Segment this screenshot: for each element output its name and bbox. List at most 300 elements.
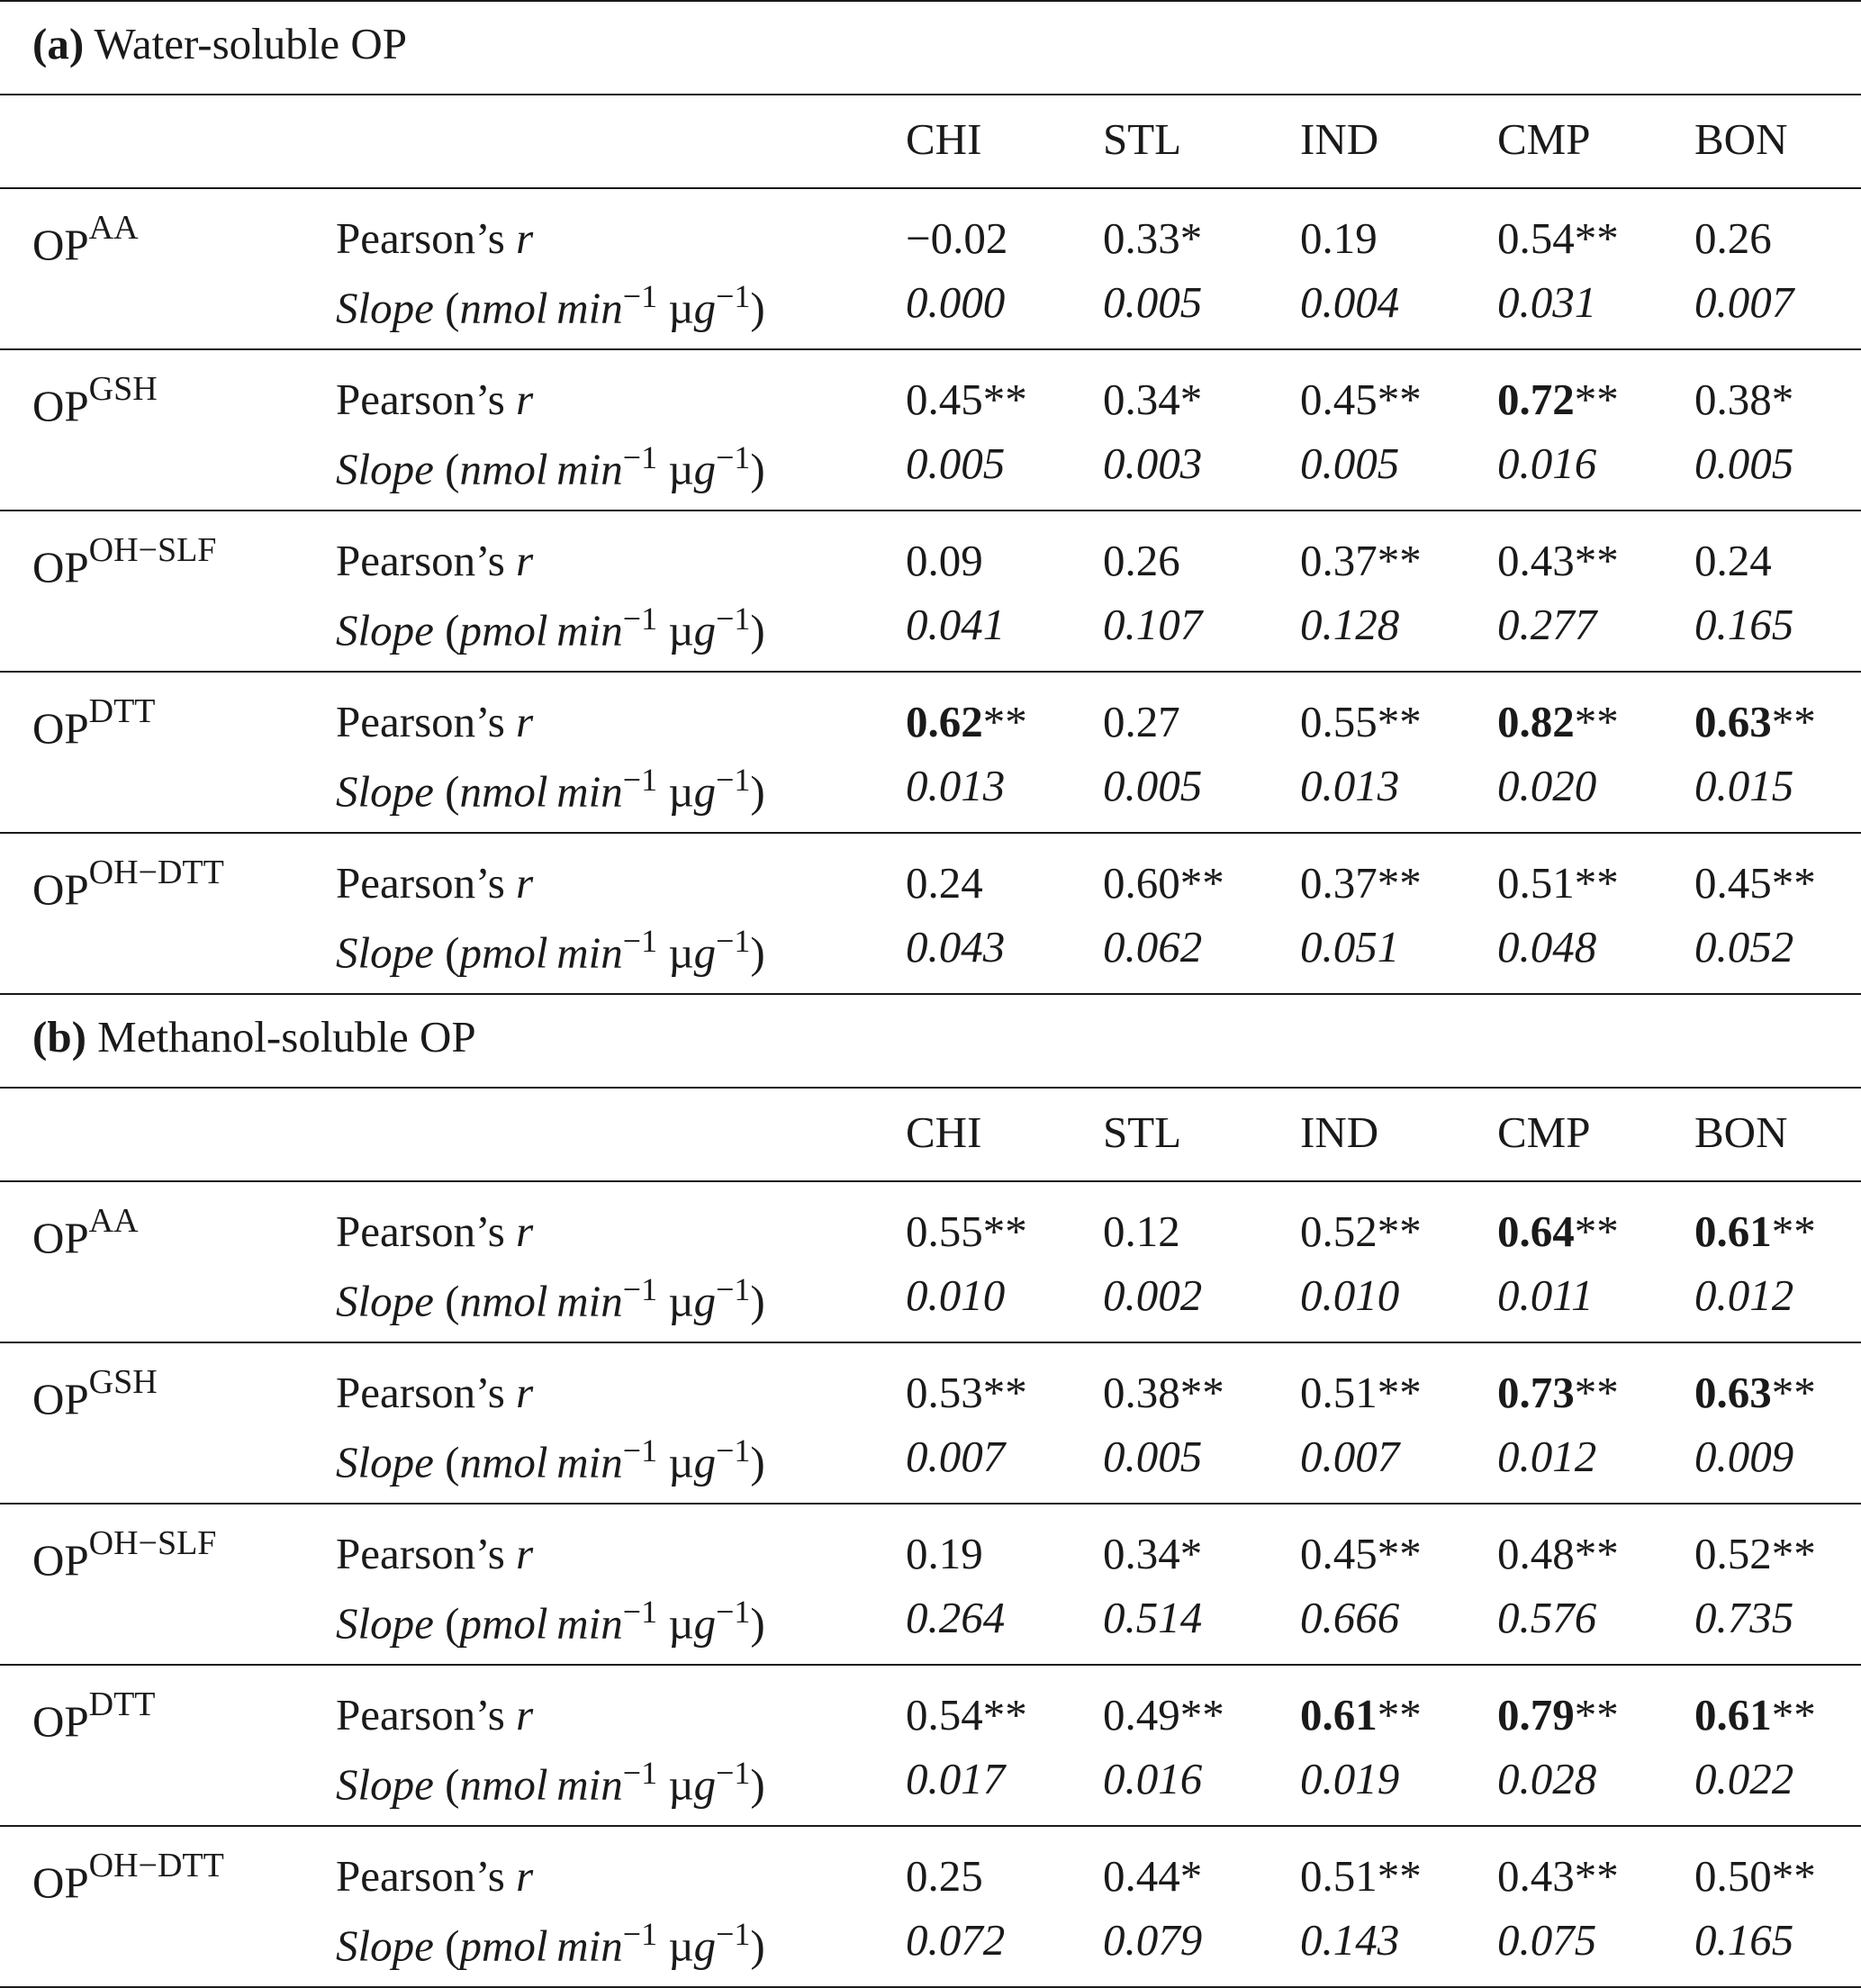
slope-unit-mu: µ: [657, 1759, 694, 1810]
slope-value-cmp: 0.576: [1497, 1593, 1597, 1642]
r-number: 0.19: [906, 1529, 983, 1578]
slope-unit-exp: −1: [622, 278, 658, 314]
slope-unit-exp: −1: [716, 601, 751, 637]
slope-label: [336, 923, 765, 978]
row-name-superscript: OH−SLF: [88, 531, 217, 569]
row-separator-rule: [0, 1664, 1861, 1666]
slope-text: Slope: [336, 1598, 434, 1649]
slope-unit-open: (: [433, 1598, 460, 1649]
header-bottom-rule: [0, 187, 1861, 189]
row-name-op-gsh: [32, 1363, 158, 1424]
pearson-r-symbol: r: [516, 536, 534, 585]
significance-marker: **: [1574, 375, 1619, 424]
r-number: 0.64: [1497, 1206, 1575, 1256]
r-number: 0.60: [1103, 858, 1180, 908]
significance-marker: **: [1771, 1529, 1816, 1578]
slope-value-chi: 0.005: [906, 438, 1006, 488]
slope-value-chi: 0.041: [906, 600, 1006, 649]
significance-marker: **: [1771, 858, 1816, 908]
pearson-r-value-ind: [1300, 1690, 1422, 1740]
pearson-r-value-chi: [906, 213, 1008, 263]
pearson-r-value-ind: [1300, 213, 1378, 263]
slope-unit-mu: µ: [657, 766, 694, 817]
column-header-stl: STL: [1103, 1107, 1182, 1157]
row-name-superscript: AA: [88, 1202, 139, 1240]
slope-unit-amount: pmol min: [459, 605, 623, 655]
pearson-r-label: [336, 1368, 534, 1417]
row-name-base: OP: [32, 381, 89, 431]
r-number: −0.02: [906, 213, 1008, 263]
pearson-r-value-chi: [906, 1529, 983, 1578]
slope-unit-open: (: [433, 605, 460, 655]
significance-marker: **: [1377, 1690, 1422, 1740]
significance-marker: **: [1377, 1851, 1422, 1901]
slope-value-cmp: 0.075: [1497, 1915, 1597, 1965]
row-separator-rule: [0, 671, 1861, 673]
row-name-base: OP: [32, 542, 89, 592]
section-top-rule: [0, 0, 1861, 2]
slope-value-stl: 0.005: [1103, 277, 1203, 327]
pearson-r-value-ind: [1300, 1851, 1422, 1901]
pearson-r-value-ind: [1300, 697, 1422, 746]
r-number: 0.45: [1694, 858, 1772, 908]
column-header-chi: CHI: [906, 1107, 982, 1157]
pearson-r-value-ind: [1300, 1529, 1422, 1578]
r-number: 0.45: [906, 375, 983, 424]
section-title-text: Methanol-soluble OP: [86, 1012, 476, 1062]
header-top-rule: [0, 94, 1861, 95]
row-name-superscript: GSH: [88, 370, 158, 408]
pearson-text: Pearson’s: [336, 1529, 517, 1578]
pearson-r-value-ind: [1300, 538, 1422, 583]
pearson-text: Pearson’s: [336, 697, 517, 746]
row-separator-rule: [0, 510, 1861, 511]
row-name-superscript: DTT: [88, 1685, 156, 1723]
section-label: (a): [32, 19, 85, 68]
pearson-r-value-stl: [1103, 538, 1180, 583]
slope-value-cmp: 0.048: [1497, 922, 1597, 971]
slope-value-chi: 0.017: [906, 1754, 1006, 1803]
significance-marker: **: [1179, 1690, 1224, 1740]
pearson-r-value-stl: [1103, 375, 1203, 424]
slope-value-chi: 0.072: [906, 1915, 1006, 1965]
r-number: 0.34: [1103, 1529, 1180, 1578]
slope-unit-exp: −1: [622, 1432, 658, 1468]
slope-unit-g: g: [693, 283, 717, 333]
slope-unit-open: (: [433, 1759, 460, 1810]
slope-unit-mu: µ: [657, 605, 694, 655]
r-number: 0.43: [1497, 1851, 1575, 1901]
pearson-text: Pearson’s: [336, 375, 517, 424]
significance-marker: **: [982, 1206, 1027, 1256]
slope-value-ind: 0.007: [1300, 1432, 1400, 1481]
slope-unit-g: g: [693, 605, 717, 655]
row-separator-rule: [0, 1342, 1861, 1343]
significance-marker: **: [1377, 858, 1422, 908]
slope-value-stl: 0.016: [1103, 1754, 1203, 1803]
significance-marker: *: [1179, 1529, 1203, 1578]
pearson-text: Pearson’s: [336, 1206, 517, 1256]
row-name-op-oh-slf: [32, 531, 217, 592]
pearson-r-value-bon: [1694, 697, 1816, 746]
pearson-r-value-bon: [1694, 1206, 1816, 1256]
pearson-r-symbol: r: [516, 1206, 534, 1256]
r-number: 0.54: [1497, 213, 1575, 263]
slope-text: Slope: [336, 1759, 434, 1810]
r-number: 0.38: [1694, 375, 1772, 424]
pearson-text: Pearson’s: [336, 213, 517, 263]
significance-marker: *: [1179, 1851, 1203, 1901]
pearson-r-label: [336, 1851, 534, 1901]
significance-marker: **: [982, 1690, 1027, 1740]
r-number: 0.63: [1694, 697, 1772, 746]
slope-unit-close: ): [750, 283, 765, 333]
slope-label: [336, 762, 765, 817]
slope-unit-open: (: [433, 283, 460, 333]
slope-value-bon: 0.022: [1694, 1754, 1794, 1803]
slope-value-stl: 0.005: [1103, 761, 1203, 810]
significance-marker: **: [1574, 1851, 1619, 1901]
pearson-text: Pearson’s: [336, 858, 517, 908]
significance-marker: **: [1574, 1368, 1619, 1417]
pearson-r-value-bon: [1694, 1851, 1816, 1901]
slope-unit-exp: −1: [716, 1432, 751, 1468]
slope-unit-close: ): [750, 1437, 765, 1487]
r-number: 0.12: [1103, 1206, 1180, 1256]
pearson-r-symbol: r: [516, 858, 534, 908]
r-number: 0.38: [1103, 1368, 1180, 1417]
r-number: 0.82: [1497, 697, 1575, 746]
slope-unit-close: ): [750, 927, 765, 978]
slope-unit-mu: µ: [657, 444, 694, 494]
pearson-r-label: [336, 1206, 534, 1256]
slope-unit-amount: nmol min: [459, 1276, 623, 1326]
row-name-base: OP: [32, 220, 89, 270]
row-name-superscript: AA: [88, 209, 139, 247]
pearson-r-value-cmp: [1497, 1368, 1619, 1417]
slope-value-cmp: 0.011: [1497, 1270, 1594, 1320]
header-top-rule: [0, 1087, 1861, 1089]
slope-value-ind: 0.010: [1300, 1270, 1400, 1320]
row-name-op-aa: [32, 209, 139, 270]
section-label: (b): [32, 1012, 86, 1062]
slope-value-bon: 0.015: [1694, 761, 1794, 810]
pearson-r-value-cmp: [1497, 213, 1619, 263]
slope-value-chi: 0.000: [906, 277, 1006, 327]
slope-unit-exp: −1: [716, 762, 751, 798]
significance-marker: **: [1574, 858, 1619, 908]
slope-unit-exp: −1: [716, 439, 751, 475]
significance-marker: **: [1574, 1206, 1619, 1256]
column-header-cmp: CMP: [1497, 114, 1591, 164]
slope-unit-mu: µ: [657, 283, 694, 333]
section-title: [32, 1012, 476, 1062]
slope-value-stl: 0.062: [1103, 922, 1203, 971]
column-header-bon: BON: [1694, 1107, 1788, 1157]
slope-value-stl: 0.005: [1103, 1432, 1203, 1481]
slope-unit-amount: nmol min: [459, 283, 623, 333]
pearson-r-label: [336, 1690, 534, 1740]
significance-marker: **: [982, 697, 1027, 746]
r-number: 0.45: [1300, 375, 1378, 424]
slope-unit-exp: −1: [622, 762, 658, 798]
slope-value-ind: 0.666: [1300, 1593, 1400, 1642]
pearson-r-value-stl: [1103, 1690, 1224, 1740]
r-number: 0.24: [1694, 536, 1772, 585]
row-name-superscript: DTT: [88, 692, 156, 730]
row-name-base: OP: [32, 1696, 89, 1747]
slope-value-stl: 0.002: [1103, 1270, 1203, 1320]
slope-value-bon: 0.005: [1694, 438, 1794, 488]
r-number: 0.49: [1103, 1690, 1180, 1740]
slope-unit-mu: µ: [657, 1276, 694, 1326]
slope-value-ind: 0.128: [1300, 600, 1400, 649]
section-top-rule: [0, 993, 1861, 995]
slope-label: [336, 1594, 765, 1649]
pearson-r-symbol: r: [516, 1368, 534, 1417]
pearson-r-value-chi: [906, 1206, 1027, 1256]
slope-unit-open: (: [433, 1276, 460, 1326]
pearson-r-label: [336, 1529, 534, 1578]
slope-unit-amount: nmol min: [459, 1437, 623, 1487]
pearson-r-value-bon: [1694, 1529, 1816, 1578]
pearson-text: Pearson’s: [336, 1368, 517, 1417]
r-number: 0.43: [1497, 536, 1575, 585]
slope-value-cmp: 0.031: [1497, 277, 1597, 327]
slope-unit-g: g: [693, 766, 717, 817]
r-number: 0.52: [1300, 1206, 1378, 1256]
slope-value-chi: 0.043: [906, 922, 1006, 971]
column-header-cmp: CMP: [1497, 1107, 1591, 1157]
slope-unit-open: (: [433, 766, 460, 817]
significance-marker: *: [1771, 375, 1794, 424]
pearson-r-value-cmp: [1497, 1851, 1619, 1901]
slope-value-ind: 0.005: [1300, 438, 1400, 488]
slope-unit-open: (: [433, 444, 460, 494]
pearson-r-value-ind: [1300, 858, 1422, 908]
pearson-r-value-cmp: [1497, 1690, 1619, 1740]
pearson-r-value-ind: [1300, 1368, 1422, 1417]
r-number: 0.61: [1694, 1206, 1772, 1256]
slope-unit-amount: pmol min: [459, 927, 623, 978]
r-number: 0.48: [1497, 1529, 1575, 1578]
row-name-base: OP: [32, 864, 89, 915]
pearson-r-label: [336, 375, 534, 424]
r-number: 0.62: [906, 697, 983, 746]
slope-unit-close: ): [750, 1920, 765, 1971]
pearson-r-value-bon: [1694, 375, 1794, 424]
pearson-r-value-ind: [1300, 1206, 1422, 1256]
significance-marker: **: [982, 1368, 1027, 1417]
column-header-stl: STL: [1103, 114, 1182, 164]
row-separator-rule: [0, 348, 1861, 350]
row-name-superscript: GSH: [88, 1363, 158, 1401]
slope-value-cmp: 0.028: [1497, 1754, 1597, 1803]
slope-unit-close: ): [750, 1598, 765, 1649]
r-number: 0.26: [1694, 213, 1772, 263]
pearson-r-value-bon: [1694, 538, 1772, 583]
row-name-op-dtt: [32, 692, 156, 754]
pearson-r-symbol: r: [516, 1529, 534, 1578]
pearson-r-value-stl: [1103, 1368, 1224, 1417]
slope-value-cmp: 0.020: [1497, 761, 1597, 810]
slope-unit-amount: nmol min: [459, 1759, 623, 1810]
pearson-r-value-cmp: [1497, 858, 1619, 908]
slope-value-ind: 0.013: [1300, 761, 1400, 810]
slope-unit-amount: pmol min: [459, 1920, 623, 1971]
slope-label: [336, 1916, 765, 1971]
slope-unit-amount: pmol min: [459, 1598, 623, 1649]
significance-marker: **: [1771, 1690, 1816, 1740]
column-header-bon: BON: [1694, 114, 1788, 164]
slope-unit-open: (: [433, 1437, 460, 1487]
slope-value-ind: 0.004: [1300, 277, 1400, 327]
slope-unit-close: ): [750, 766, 765, 817]
slope-label: [336, 1271, 765, 1326]
pearson-r-value-chi: [906, 1851, 983, 1901]
slope-unit-exp: −1: [622, 1271, 658, 1307]
slope-unit-g: g: [693, 1759, 717, 1810]
slope-value-cmp: 0.277: [1497, 600, 1597, 649]
pearson-r-value-cmp: [1497, 1206, 1619, 1256]
slope-text: Slope: [336, 1437, 434, 1487]
row-separator-rule: [0, 1825, 1861, 1827]
slope-unit-close: ): [750, 1276, 765, 1326]
slope-value-chi: 0.010: [906, 1270, 1006, 1320]
r-number: 0.61: [1300, 1690, 1378, 1740]
slope-value-stl: 0.079: [1103, 1915, 1203, 1965]
pearson-r-value-chi: [906, 1368, 1027, 1417]
row-name-base: OP: [32, 1374, 89, 1424]
slope-text: Slope: [336, 605, 434, 655]
row-name-op-oh-dtt: [32, 1847, 224, 1908]
row-name-superscript: OH−SLF: [88, 1524, 217, 1562]
pearson-r-value-bon: [1694, 1690, 1816, 1740]
slope-text: Slope: [336, 1276, 434, 1326]
slope-value-ind: 0.143: [1300, 1915, 1400, 1965]
r-number: 0.63: [1694, 1368, 1772, 1417]
r-number: 0.37: [1300, 536, 1378, 585]
r-number: 0.53: [906, 1368, 983, 1417]
row-name-op-dtt: [32, 1685, 156, 1747]
r-number: 0.54: [906, 1690, 983, 1740]
slope-unit-g: g: [693, 1276, 717, 1326]
pearson-r-value-stl: [1103, 1206, 1180, 1256]
column-header-ind: IND: [1300, 1107, 1379, 1157]
pearson-r-value-cmp: [1497, 538, 1619, 583]
r-number: 0.26: [1103, 536, 1180, 585]
column-header-chi: CHI: [906, 114, 982, 164]
section-title: [32, 19, 408, 68]
pearson-r-value-chi: [906, 697, 1027, 746]
slope-value-chi: 0.007: [906, 1432, 1006, 1481]
slope-unit-exp: −1: [716, 1755, 751, 1791]
slope-unit-mu: µ: [657, 1437, 694, 1487]
significance-marker: **: [1574, 697, 1619, 746]
row-name-superscript: OH−DTT: [88, 854, 224, 891]
pearson-r-label: [336, 213, 534, 263]
r-number: 0.27: [1103, 697, 1180, 746]
r-number: 0.52: [1694, 1529, 1772, 1578]
pearson-r-value-stl: [1103, 1851, 1203, 1901]
slope-label: [336, 1432, 765, 1487]
slope-unit-mu: µ: [657, 1920, 694, 1971]
significance-marker: **: [982, 375, 1027, 424]
pearson-r-value-chi: [906, 858, 983, 908]
significance-marker: **: [1377, 375, 1422, 424]
slope-unit-exp: −1: [716, 1271, 751, 1307]
pearson-text: Pearson’s: [336, 1851, 517, 1901]
pearson-r-symbol: r: [516, 697, 534, 746]
slope-label: [336, 439, 765, 494]
slope-unit-g: g: [693, 1920, 717, 1971]
significance-marker: **: [1179, 858, 1224, 908]
pearson-r-value-bon: [1694, 213, 1772, 263]
pearson-r-label: [336, 858, 534, 908]
slope-value-ind: 0.019: [1300, 1754, 1400, 1803]
pearson-r-value-stl: [1103, 213, 1203, 263]
r-number: 0.34: [1103, 375, 1180, 424]
pearson-r-value-bon: [1694, 858, 1816, 908]
pearson-r-value-cmp: [1497, 1529, 1619, 1578]
r-number: 0.09: [906, 536, 983, 585]
slope-text: Slope: [336, 927, 434, 978]
r-number: 0.25: [906, 1851, 983, 1901]
slope-value-stl: 0.003: [1103, 438, 1203, 488]
r-number: 0.19: [1300, 213, 1378, 263]
r-number: 0.33: [1103, 213, 1180, 263]
pearson-r-symbol: r: [516, 213, 534, 263]
r-number: 0.51: [1300, 1368, 1378, 1417]
slope-value-chi: 0.264: [906, 1593, 1006, 1642]
pearson-text: Pearson’s: [336, 1690, 517, 1740]
slope-value-ind: 0.051: [1300, 922, 1400, 971]
slope-value-bon: 0.165: [1694, 600, 1794, 649]
pearson-r-value-chi: [906, 375, 1027, 424]
significance-marker: **: [1574, 536, 1619, 585]
slope-text: Slope: [336, 444, 434, 494]
slope-value-bon: 0.735: [1694, 1593, 1794, 1642]
slope-text: Slope: [336, 766, 434, 817]
pearson-r-value-stl: [1103, 1529, 1203, 1578]
pearson-r-value-bon: [1694, 1368, 1816, 1417]
pearson-text: Pearson’s: [336, 536, 517, 585]
slope-unit-exp: −1: [622, 923, 658, 959]
slope-unit-g: g: [693, 1437, 717, 1487]
significance-marker: **: [1771, 697, 1816, 746]
slope-unit-close: ): [750, 444, 765, 494]
slope-unit-exp: −1: [716, 923, 751, 959]
row-name-op-aa: [32, 1202, 139, 1263]
slope-value-bon: 0.165: [1694, 1915, 1794, 1965]
column-header-ind: IND: [1300, 114, 1379, 164]
slope-value-cmp: 0.016: [1497, 438, 1597, 488]
slope-unit-exp: −1: [622, 1594, 658, 1630]
slope-label: [336, 601, 765, 655]
significance-marker: *: [1179, 213, 1203, 263]
significance-marker: *: [1179, 375, 1203, 424]
significance-marker: **: [1574, 1690, 1619, 1740]
slope-unit-mu: µ: [657, 927, 694, 978]
row-name-op-gsh: [32, 370, 158, 431]
r-number: 0.51: [1300, 1851, 1378, 1901]
slope-unit-g: g: [693, 444, 717, 494]
r-number: 0.45: [1300, 1529, 1378, 1578]
pearson-r-label: [336, 538, 533, 583]
slope-value-cmp: 0.012: [1497, 1432, 1597, 1481]
r-number: 0.55: [906, 1206, 983, 1256]
slope-unit-open: (: [433, 1920, 460, 1971]
